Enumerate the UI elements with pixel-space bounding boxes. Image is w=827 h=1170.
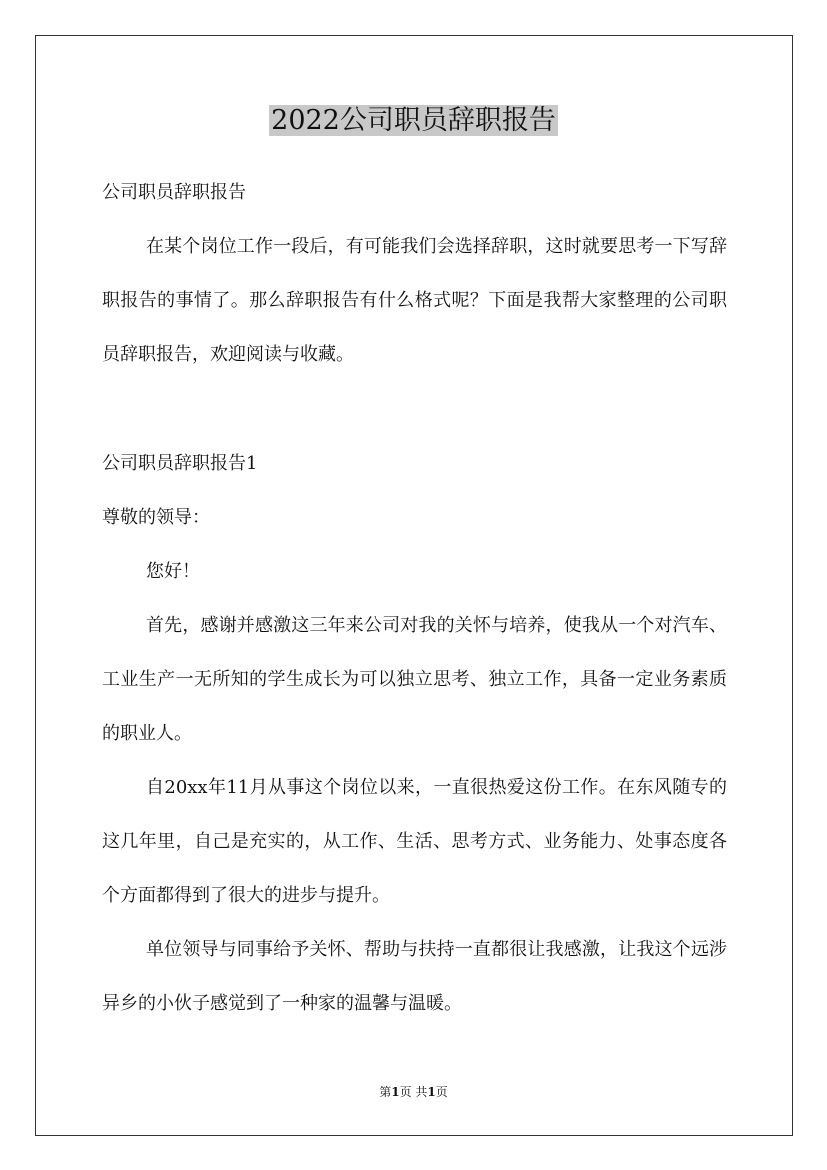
page-footer [0,1084,827,1100]
page-number-mid: 页 共 [399,1085,428,1099]
body-paragraph: 首先，感谢并感激这三年来公司对我的关怀与培养，使我从一个对汽车、工业生产一无所知的学生成长为可以独立思考、独立工作，具备一定业务素质的职业人。 [102,615,727,744]
document-title [0,98,827,144]
salutation: 尊敬的领导： [102,507,210,528]
page-number-prefix: 第 [379,1085,392,1099]
page-number-total: 1 [427,1085,436,1099]
document-subtitle: 公司职员辞职报告 [102,182,246,203]
document-title-text: 2022公司职员辞职报告 [271,105,556,136]
page-number-current: 1 [391,1085,400,1099]
greeting: 您好！ [146,561,200,582]
page-number-suffix: 页 [435,1085,448,1099]
body-paragraph: 自20xx年11月从事这个岗位以来，一直很热爱这份工作。在东风随专的这几年里，自己是充实的，从工作、生活、思考方式、业务能力、处事态度各个方面都得到了很大的进步与提升。 [102,777,727,906]
body-paragraph: 单位领导与同事给予关怀、帮助与扶持一直都很让我感激，让我这个远涉异乡的小伙子感觉到了一种家的温馨与温暖。 [102,939,727,1014]
intro-paragraph: 在某个岗位工作一段后，有可能我们会选择辞职，这时就要思考一下写辞职报告的事情了。那么辞职报告有什么格式呢？下面是我帮大家整理的公司职员辞职报告，欢迎阅读与收藏。 [102,236,727,365]
section-title: 公司职员辞职报告1 [102,453,258,474]
